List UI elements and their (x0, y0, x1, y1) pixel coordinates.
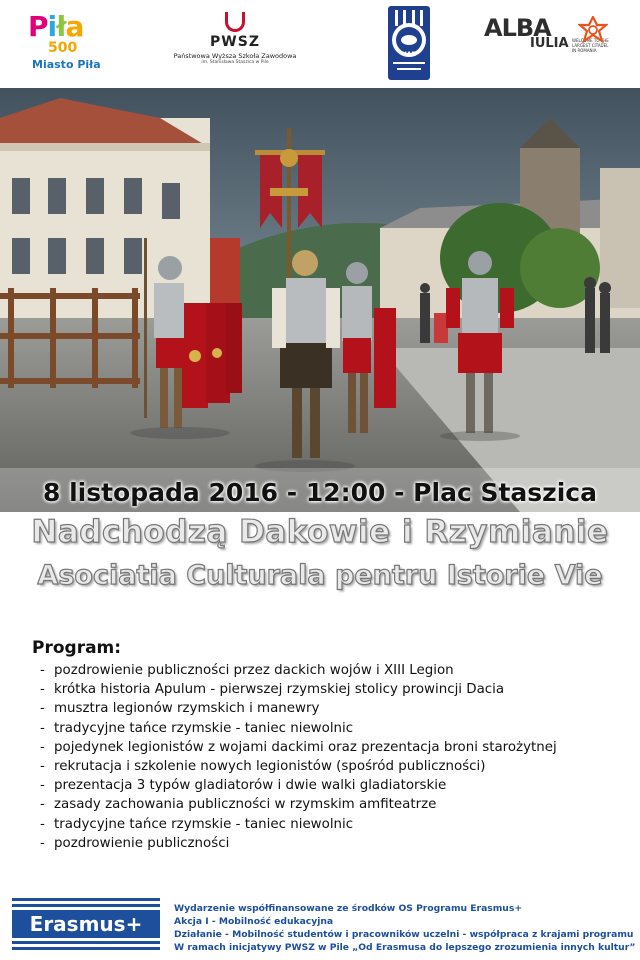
logo-stripe (12, 947, 160, 950)
bullet-dash: - (40, 778, 45, 794)
list-item: - krótka historia Apulum - pierwszej rzymskiej stolicy prowincji Dacia (32, 680, 612, 699)
erasmus-label: Erasmus+ (29, 912, 143, 936)
program-section (32, 638, 612, 853)
pila-caption: Miasto Piła (32, 58, 101, 71)
svg-text:UAB: UAB (402, 51, 416, 58)
bullet-dash: - (40, 739, 45, 755)
alba-word: ALBA (484, 14, 551, 42)
pwsz-emblem-icon (225, 12, 245, 32)
alba-iulia-logo (484, 14, 614, 64)
list-item: - prezentacja 3 typów gladiatorów i dwie walki gladiatorskie (32, 776, 612, 795)
list-item: - pozdrowienie publiczności przez dackich wojów i XIII Legion (32, 661, 612, 680)
miasto-pila-logo (28, 10, 108, 74)
program-list (32, 661, 612, 853)
bullet-dash: - (40, 797, 45, 813)
pwsz-logo (170, 12, 300, 74)
list-item: - zasady zachowania publiczności w rzymskim amfiteatrze (32, 795, 612, 814)
list-item: - tradycyjne tańce rzymskie - taniec niewolnic (32, 719, 612, 738)
event-organizer: Asociatia Culturala pentru Istorie Vie (37, 560, 603, 591)
funding-line: Działanie - Mobilność studentów i pracowników uczelni - współpraca z krajami programu (174, 929, 634, 940)
legion-parade-photo (0, 88, 640, 512)
logo-stripe (12, 941, 160, 944)
iulia-word: IULIA (530, 36, 569, 51)
bullet-dash: - (40, 835, 45, 851)
list-item: - tradycyjne tańce rzymskie - taniec niewolnic (32, 815, 612, 834)
funding-line: Wydarzenie współfinansowane ze środków OS Programu Erasmus+ (174, 903, 523, 914)
funding-line: W ramach inicjatywy PWSZ w Pile „Od Erasmusa do lepszego zrozumienia innych kultur” (174, 942, 636, 953)
alba-tagline: WELCOME TO THE LARGEST CITADEL IN ROMANIA (572, 38, 609, 53)
event-date-location: 8 listopada 2016 - 12:00 - Plac Staszica (42, 478, 597, 507)
pwsz-patron: im. Stanisława Staszica w Pile (201, 60, 269, 65)
event-title: Nadchodzą Dakowie i Rzymianie (31, 514, 609, 550)
list-item: - pozdrowienie publiczności (32, 834, 612, 853)
photo-illustration (0, 88, 640, 512)
funding-note (174, 902, 634, 954)
funding-line: Akcja I - Mobilność edukacyjna (174, 916, 334, 927)
bullet-dash: - (40, 720, 45, 736)
bullet-dash: - (40, 682, 45, 698)
program-heading: Program: (32, 638, 122, 658)
bullet-dash: - (40, 663, 45, 678)
logo-stripe (12, 904, 160, 907)
list-item: - rekrutacja i szkolenie nowych legionistów (spośród publiczności) (32, 757, 612, 776)
logo-stripe (12, 898, 160, 901)
uab-university-seal (385, 4, 433, 82)
pwsz-name: PWSZ (210, 34, 260, 50)
pwsz-full-name: Państwowa Wyższa Szkoła Zawodowa (173, 52, 297, 60)
pila-wordmark: Piła (28, 10, 84, 43)
pila-500-mark: 500 (48, 40, 78, 56)
list-item: - musztra legionów rzymskich i manewry (32, 699, 612, 718)
erasmus-plus-logo (12, 898, 160, 950)
bullet-dash: - (40, 701, 45, 717)
list-item: - pojedynek legionistów z wojami dackimi oraz prezentacja broni starożytnej (32, 738, 612, 757)
bullet-dash: - (40, 759, 45, 775)
bullet-dash: - (40, 816, 45, 832)
uab-seal-icon (385, 4, 433, 82)
logo-header (0, 0, 640, 88)
alba-star-icon (578, 16, 608, 46)
